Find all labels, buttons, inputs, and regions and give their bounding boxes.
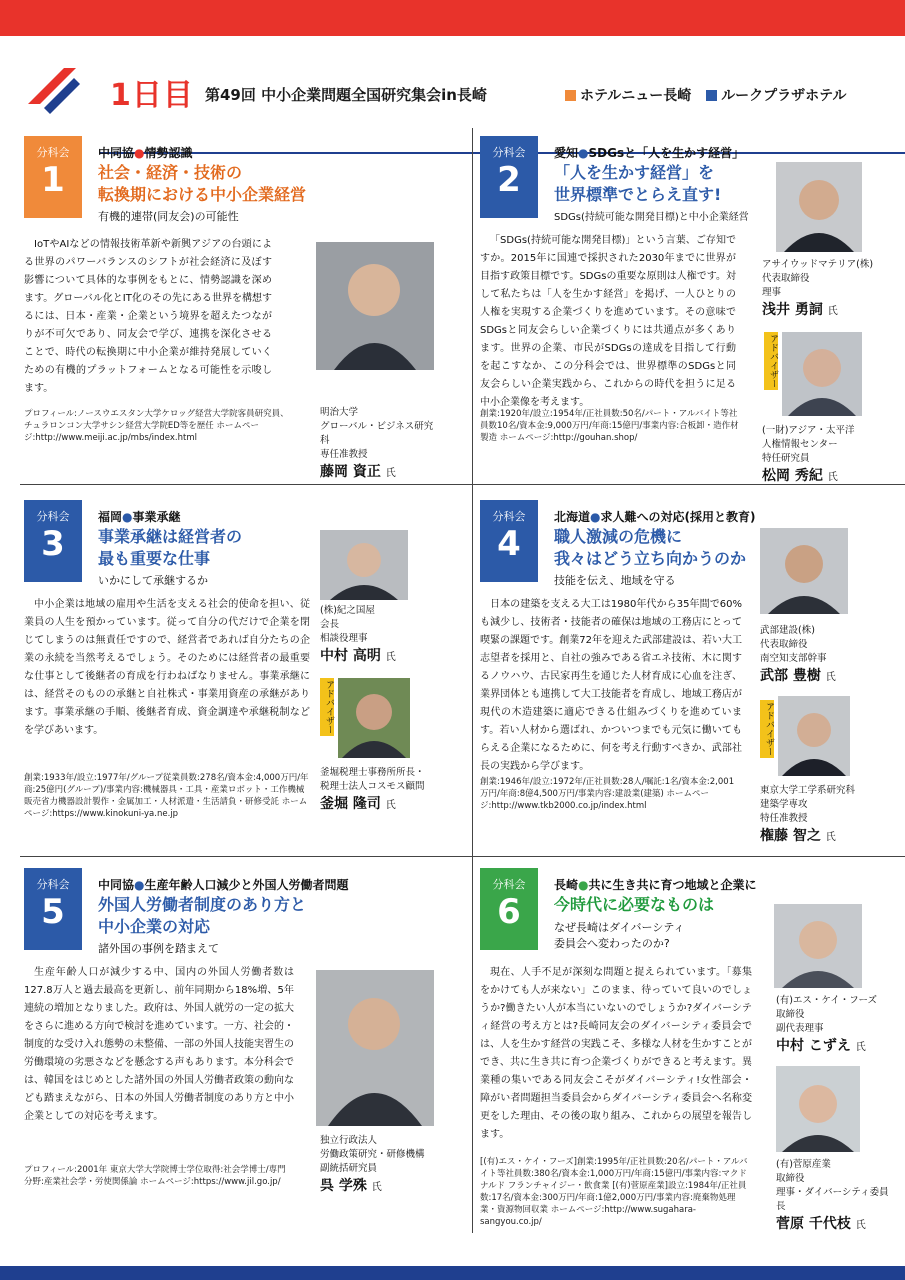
hotel-blue-label: ルークプラザホテル [721,88,847,104]
adviser-info [762,424,855,485]
person-silhouette-icon [338,678,410,758]
speaker-role: 代表取締役 [760,639,808,650]
title-line: 「人を生かす経営」を [554,163,715,182]
speaker-info [776,994,877,1055]
hotel-orange-label: ホテルニュー長崎 [580,88,692,104]
person-silhouette-icon [760,528,848,614]
speaker-role: 会長 [320,619,340,630]
title-line: 転換期における中小企業経営 [98,185,307,204]
profile-text: [(有)エス・ケイ・フーズ]創業:1995年/正社員数:20名/パート・アルバイト等社員数:380名/資本金:1,000万円/年商:15億円/事業内容:マクドナルド フランチャイジー・飲食業 [(有)菅原産業]設立:1984年/正社員数:17名/資本金:300万円/年商:1億2,000万円/事業内容:廃棄物処理業・資源物回収業 ホームページ:http://www.sugahara-sangyou.co.jp/ [480,1157,748,1227]
session-6 [476,868,896,1240]
badge-label: 分科会 [492,146,526,159]
day-label: 1日目 [110,78,194,113]
profile-text: 創業:1946年/設立:1972年/正社員数:28人/嘱託:1名/資本金:2,001万円/年商:8億4,500万円/事業内容:建設業(建築) ホームページ:http://www.tkb2000.co.jp/index.html [480,777,735,811]
speaker-role: 特任研究員 [762,453,810,464]
speaker-photo [760,528,848,614]
person-silhouette-icon [776,162,862,252]
session-category: 福岡●事業承継 [98,510,181,524]
org-name: 中同協 [98,146,135,160]
category-name: 生産年齢人口減少と外国人労働者問題 [144,878,349,892]
subtitle-line: 委員会へ変わったのか? [554,937,670,950]
adviser-tag: アドバイザー [764,332,778,390]
speaker-affiliation: (有)エス・ケイ・フーズ [776,995,877,1006]
session-category: 中同協●生産年齢人口減少と外国人労働者問題 [98,878,349,892]
session-subtitle: いかにして承継するか [98,574,208,587]
badge-label: 分科会 [36,146,70,159]
session-category: 愛知●SDGsと「人を生かす経営」 [554,146,745,160]
speaker-info [320,406,440,481]
speaker-info [762,258,873,319]
honorific: 氏 [827,306,838,317]
orange-square-icon [565,90,576,101]
session-description: 「SDGs(持続可能な開発目標)」という言葉、ご存知ですか。2015年に国連で採択された2030年までに世界が目指す政策目標です。SDGsの重要な原則は人権です。対して私たちは「人を生かす経営」を掲げ、一人ひとりの人権を実現する企業づくりを進めています。その意味でSDGsと同友会らしい企業づくりには共通点が多くあります。世界の企業、市民がSDGsの達成を目指して行動を起こすなか、この分科会では、世界標準のSDGsと同友会らしい企業実践から、これからの時代を担うに足る中小企業像を考えます。 [480,235,736,408]
category-name: 共に生き共に育つ地域と企業に [588,878,757,892]
speaker-role: 専任准教授 [320,449,368,460]
session-category: 北海道●求人難への対応(採用と教育) [554,510,756,524]
honorific: 氏 [855,1042,866,1053]
adviser-photo [778,696,850,776]
org-name: 愛知 [554,146,579,160]
speaker-role: 理事・ダイバーシティ委員長 [776,1187,889,1212]
speaker-name: 中村 高明 [320,648,381,664]
adviser-photo [782,332,862,416]
session-number-badge [24,500,82,582]
speaker-photo [776,162,862,252]
speaker-affiliation: 東京大学工学系研究科 [760,785,856,796]
adviser-info [320,766,425,813]
honorific: 氏 [385,652,396,663]
honorific: 氏 [825,672,836,683]
session-1 [20,136,440,480]
badge-label: 分科会 [36,510,70,523]
honorific: 氏 [827,472,838,483]
speaker-affiliation: 釜堀税理士事務所所長・ [320,767,425,778]
speaker-affiliation: 労働政策研究・研修機構 [320,1149,425,1160]
page-header [0,40,905,120]
speaker-role: 相談役理事 [320,633,368,644]
session-description: 現在、人手不足が深刻な問題と捉えられています。「募集をかけても人が来ない」このまま、待っていて良いのでしょうか?働きたい人が本当にいないのでしょうか?ダイバーシティ経営の考え方とは?長崎同友会のダイバーシティ委員会では、人を生かす経営の実践こそ、多様な人材を生かすことができ、共に生き共に育つ企業づくりができると考えます。異業種の集いである同友会こそがダイバーシティ!女性部会・障がい者問題担当委員会からダイバーシティ委員会へ名称変更をした理由、その後の取り組み、これからの展望を報告します。 [480,967,752,1140]
session-title [98,162,306,206]
speaker-affiliation: 建築学専攻 [760,799,808,810]
title-line: 社会・経済・技術の [98,163,243,182]
speaker-role: 取締役 [776,1173,805,1184]
subtitle-line: なぜ長崎はダイバーシティ [554,921,685,934]
honorific: 氏 [371,1182,382,1193]
person-silhouette-icon [320,530,408,600]
speaker-role: 特任准教授 [760,813,808,824]
speaker-info [320,604,396,665]
speaker-name: 松岡 秀紀 [762,468,823,484]
session-description: IoTやAIなどの情報技術革新や新興アジアの台頭による世界のパワーバランスのシフトが社会経済に及ぼす影響について具体的な事例をもとに、情勢認識を深めます。グローバル化とIT化のその先にある世界を構想するには、日本・産業・企業という境界を超えたつながりが不可欠であり、同友会で学び、連携を深化させることで、時代の転換期に中小企業が維持発展していくための有機的プラットフォームとなる可能性を示唆します。 [24,239,272,394]
speaker-name: 菅原 千代枝 [776,1216,851,1232]
title-line: 最も重要な仕事 [98,549,211,568]
profile-text: 創業:1933年/設立:1977年/グループ従業員数:278名/資本金:4,000万円/年商:25億円(グループ)/事業内容:機械器具・工具・産業ロボット・工作機械販売省力機器設計製作・金属加工・人材派遣・生活請負・研修受託 ホームページ:https://www.kinokuni-ya.ne.jp [24,773,309,819]
org-name: 中同協 [98,878,135,892]
adviser-info [760,784,855,845]
speaker-name: 中村 こずえ [776,1038,851,1054]
speaker-role: 南空知支部幹事 [760,653,827,664]
speaker-role: 代表取締役 [762,273,810,284]
speaker-photo [316,970,434,1126]
speaker-info [760,624,836,685]
session-subtitle: 有機的連帯(同友会)の可能性 [98,210,239,223]
person-silhouette-icon [316,970,434,1126]
speaker-role: 取締役 [776,1009,805,1020]
speaker-affiliation: (一財)アジア・太平洋 [762,425,855,436]
speaker-photo [316,242,434,370]
badge-number: 2 [497,160,521,200]
session-title [98,526,242,570]
speaker-affiliation: 武部建設(株) [760,625,815,636]
title-line: 我々はどう立ち向かうのか [554,549,747,568]
speaker-affiliation: 人権情報センター [762,439,838,450]
session-title: 今時代に必要なものは [554,895,715,914]
row-divider [20,856,905,857]
person-silhouette-icon [778,696,850,776]
honorific: 氏 [385,800,396,811]
session-number-badge [24,868,82,950]
column-divider [472,128,473,1233]
bottom-navy-bar [0,1266,905,1280]
hotel-legend [565,85,847,105]
session-subtitle: SDGs(持続可能な開発目標)と中小企業経営 [554,212,749,223]
session-number-badge [24,136,82,218]
org-name: 福岡 [98,510,123,524]
org-name: 長崎 [554,878,579,892]
title-line: 事業承継は経営者の [98,527,243,546]
adviser-tag: アドバイザー [320,678,334,736]
session-subtitle: 諸外国の事例を踏まえて [98,942,219,955]
badge-number: 4 [497,524,521,564]
session-5 [20,868,440,1240]
session-description: 中小企業は地域の雇用や生活を支える社会的使命を担い、従業員の人生を預かっています。従って自分の代だけで企業を閉じてしまうのは無責任ですので、経営者であれば自分たちの企業の永続を当然考えるでしょう。そのためには経営者の最重要な仕事として後継者の育成を行わねばなりません。事業承継には、経営そのものの承継と自社株式・事業用資産の承継があります。事業承継の手順、後継者育成、資金調達や承継税制などを学びあいます。 [24,599,310,736]
speaker-photo [774,904,862,988]
stripe-logo-icon [24,64,96,120]
speaker-name: 権藤 智之 [760,828,821,844]
speaker-role: 理事 [762,287,782,298]
speaker-name: 武部 豊樹 [760,668,821,684]
category-name: SDGsと「人を生かす経営」 [588,146,745,160]
profile-text: 創業:1920年/設立:1954年/正社員数:50名/パート・アルバイト等社員数10名/資本金:9,000万円/年商:15億円/事業内容:合板卸・造作材製造 ホームページ:http://gouhan.shop/ [480,409,739,443]
badge-label: 分科会 [492,878,526,891]
speaker-name: 釜堀 隆司 [320,796,381,812]
speaker-affiliation: 明治大学 [320,407,359,418]
top-red-bar [0,0,905,36]
speaker-role: 副代表理事 [776,1023,824,1034]
title-line: 職人激減の危機に [554,527,683,546]
session-number-badge [480,500,538,582]
honorific: 氏 [825,832,836,843]
badge-label: 分科会 [36,878,70,891]
profile-text: プロフィール:ノースウエスタン大学ケロッグ経営大学院客員研究員、チュラロンコン大学サシン経営大学院ED等を歴任 ホームページ:http://www.meiji.ac.jp/mbs/index.html [24,409,289,443]
speaker-name: 呉 学殊 [320,1178,367,1194]
honorific: 氏 [385,468,396,479]
adviser-photo [338,678,410,758]
speaker-affiliation: 税理士法人コスモス顧問 [320,781,425,792]
session-2 [476,136,896,484]
speaker-affiliation: グローバル・ビジネス研究科 [320,421,434,446]
title-line: 外国人労働者制度のあり方と [98,895,307,914]
session-description: 日本の建築を支える大工は1980年代から35年間で60%も減少し、技術者・技能者の確保は地域の工務店にとって喫緊の課題です。創業72年を迎えた武部建設は、若い大工志望者を採用と、自社の強みである省エネ技術、木に関するノウハウ、古民家再生を通じた人材育成に心血を注ぎ、業界団体とも連携して大工技能者を育成し、地域工務店が現代の木造建築に適応できる仕組みづくりを進めています。若い人材から選ばれ、かついつまでも元気に働いてもらえる企業になるために、何を考え行動すべきか、武部社長の実践から学びます。 [480,599,742,772]
blue-square-icon [706,90,717,101]
person-silhouette-icon [776,1066,860,1152]
speaker-name: 藤岡 資正 [320,464,381,480]
speaker-affiliation: 独立行政法人 [320,1135,378,1146]
profile-text: プロフィール:2001年 東京大学大学院博士学位取得:社会学博士/専門分野:産業社会学・労使関係論 ホームページ:https://www.jil.go.jp/ [24,1165,286,1187]
speaker-affiliation: アサイウッドマテリア(株) [762,259,874,270]
session-number-badge [480,136,538,218]
speaker-info [776,1158,896,1233]
title-line: 世界標準でとらえ直す! [554,185,722,204]
session-title [98,894,306,938]
speaker-name: 浅井 勇詞 [762,302,823,318]
session-category: 中同協●情勢認識 [98,146,193,160]
speaker-affiliation: (株)紀之国屋 [320,605,375,616]
badge-label: 分科会 [492,510,526,523]
session-3 [20,500,440,846]
speaker-info [320,1134,425,1195]
badge-number: 5 [41,892,65,932]
honorific: 氏 [855,1220,866,1231]
session-title [554,526,746,570]
badge-number: 3 [41,524,65,564]
session-4 [476,500,896,846]
session-title [554,162,721,206]
category-name: 事業承継 [132,510,181,524]
session-subtitle: 技能を伝え、地域を守る [554,574,676,587]
session-description: 生産年齢人口が減少する中、国内の外国人労働者数は127.8万人と過去最高を更新し、前年同期から18%増、5年連続の増加となりました。政府は、外国人就労の一定の拡大をさらに進める方向で検討を進めています。一方、社会的・制度的な受け入れ態勢の未整備、一部の外国人技能実習生の労働環境の劣悪さなどを懸念する声もあります。本分科会では、韓国をはじめとした諸外国の外国人労働者政策の動向なども踏まえながら、日本の外国人労働者制度のあり方と中小企業としての対応を考えます。 [24,967,294,1122]
adviser-tag: アドバイザー [760,700,774,758]
speaker-photo [776,1066,860,1152]
sessions-grid [20,128,905,1260]
session-number-badge [480,868,538,950]
speaker-photo [320,530,408,600]
category-name: 情勢認識 [144,146,193,160]
session-category: 長崎●共に生き共に育つ地域と企業に [554,878,757,892]
badge-number: 1 [41,160,65,200]
title-line: 中小企業の対応 [98,917,211,936]
person-silhouette-icon [774,904,862,988]
speaker-role: 副統括研究員 [320,1163,378,1174]
conference-title: 第49回 中小企業問題全国研究集会in長崎 [205,86,487,104]
person-silhouette-icon [316,242,434,370]
speaker-affiliation: (有)菅原産業 [776,1159,831,1170]
org-name: 北海道 [554,510,591,524]
badge-number: 6 [497,892,521,932]
category-name: 求人難への対応(採用と教育) [600,510,756,524]
person-silhouette-icon [782,332,862,416]
session-subtitle [554,920,684,952]
